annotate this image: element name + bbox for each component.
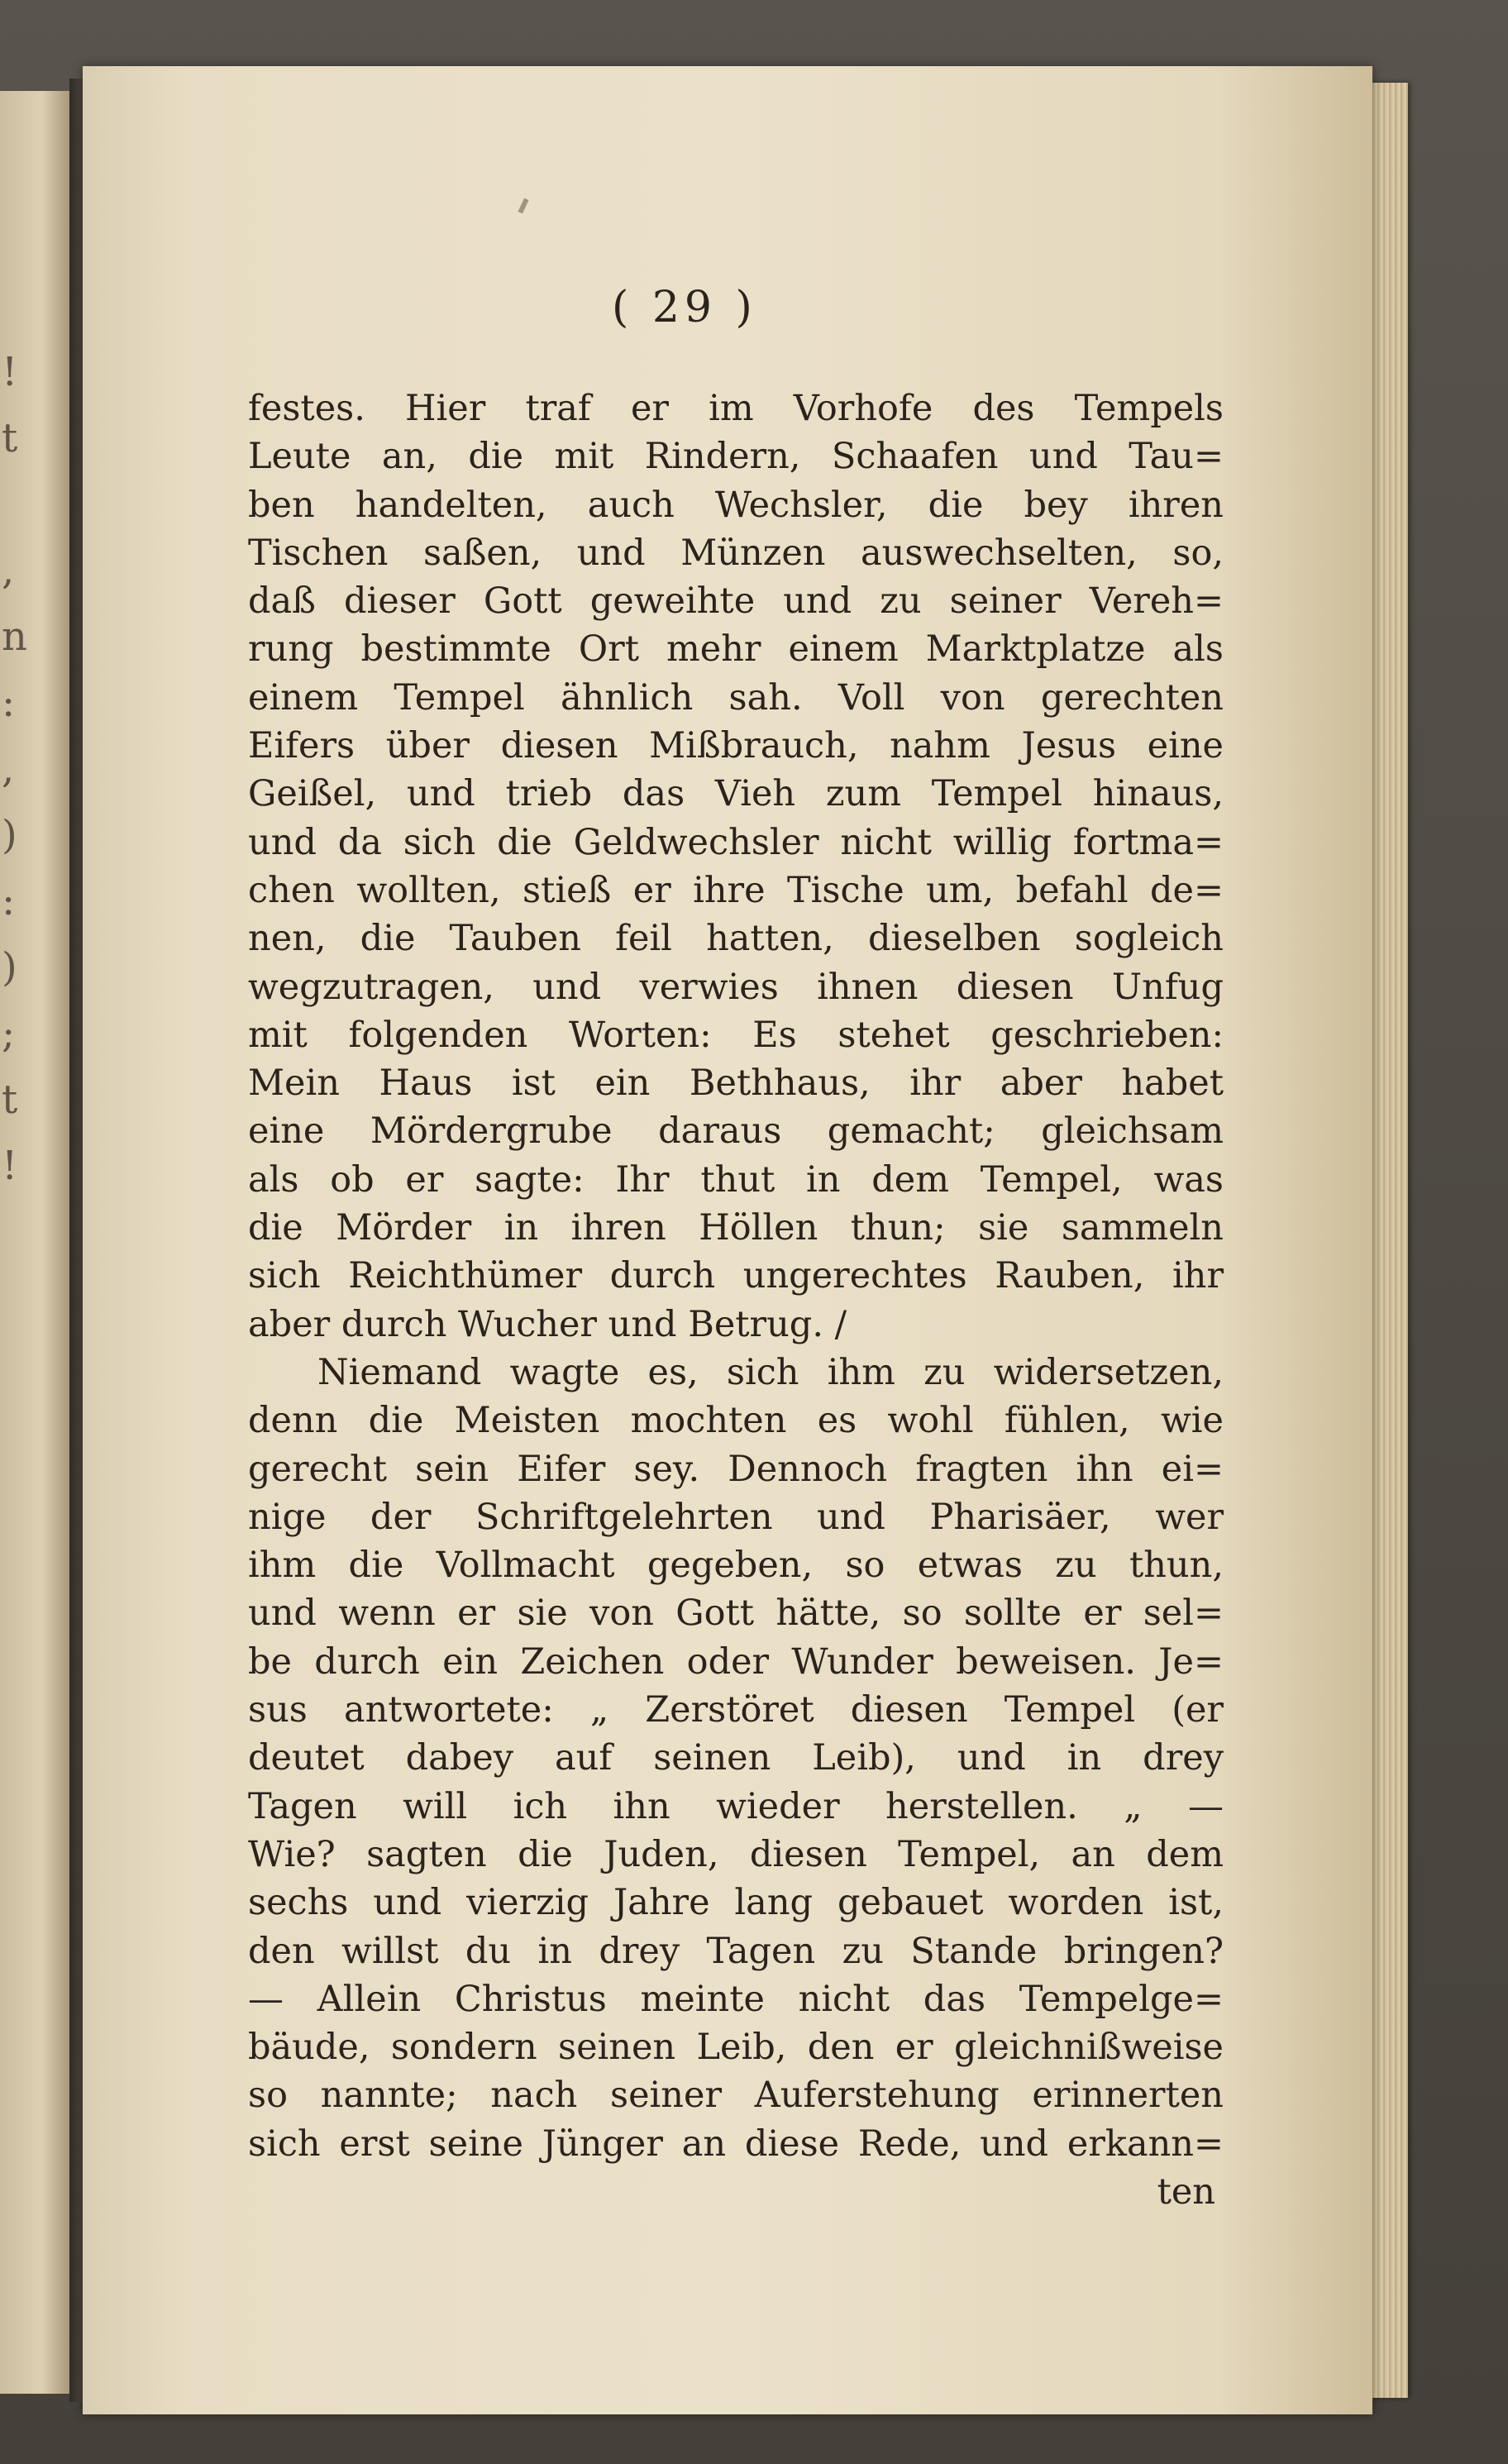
text-line: sich Reichthümer durch ungerechtes Rauben, ihr — [248, 1255, 1224, 1297]
text-line: mit folgenden Worten: Es stehet geschrieben: — [248, 1014, 1224, 1056]
text-line: und wenn er sie von Gott hätte, so sollte er sel= — [248, 1593, 1224, 1635]
text-line: eine Mördergrube daraus gemacht; gleichsam — [248, 1110, 1224, 1153]
text-line: festes. Hier traf er im Vorhofe des Tempels — [248, 388, 1224, 429]
text-line: — Allein Christus meinte nicht das Tempelge= — [248, 1978, 1224, 2020]
page-number: ( 29 ) — [612, 283, 757, 332]
text-line: wegzutragen, und verwies ihnen diesen Unfug — [248, 966, 1224, 1008]
text-line: rung bestimmte Ort mehr einem Marktplatze als — [248, 628, 1224, 671]
text-line: Geißel, und trieb das Vieh zum Tempel hinaus, — [248, 773, 1224, 815]
text-line: so nannte; nach seiner Auferstehung erinnerten — [248, 2075, 1224, 2117]
text-line: aber durch Wucher und Betrug. / — [248, 1303, 847, 1345]
text-line: Tagen will ich ihn wieder herstellen. „ — — [248, 1785, 1224, 1827]
left-page-edge — [0, 91, 69, 2394]
ink-mark — [518, 198, 528, 214]
text-line: Tischen saßen, und Münzen auswechselten, so, — [248, 532, 1224, 574]
text-line: Niemand wagte es, sich ihm zu widersetzen, — [317, 1351, 1224, 1393]
text-line: Mein Haus ist ein Bethhaus, ihr aber habet — [248, 1062, 1224, 1105]
text-line: bäude, sondern seinen Leib, den er gleichnißweise — [248, 2027, 1224, 2069]
text-line: Leute an, die mit Rindern, Schaafen und Tau= — [248, 436, 1224, 478]
left-page-edge-text: ! t , n : , ) : ) ; t ! — [2, 349, 27, 1189]
text-line: sechs und vierzig Jahre lang gebauet worden ist, — [248, 1882, 1224, 1924]
text-line: chen wollten, stieß er ihre Tische um, befahl de= — [248, 869, 1224, 911]
page-body-text — [248, 384, 1224, 2216]
catchword: ten — [1157, 2170, 1215, 2213]
book-page — [83, 66, 1372, 2414]
text-line: einem Tempel ähnlich sah. Voll von gerechten — [248, 676, 1224, 719]
text-line: sich erst seine Jünger an diese Rede, und erkann= — [248, 2123, 1224, 2165]
text-line: daß dieser Gott geweihte und zu seiner Vereh= — [248, 580, 1224, 623]
text-line: ben handelten, auch Wechsler, die bey ihren — [248, 484, 1224, 526]
text-line: nige der Schriftgelehrten und Pharisäer, wer — [248, 1496, 1224, 1538]
text-line: deutet dabey auf seinen Leib), und in drey — [248, 1737, 1224, 1779]
text-line: sus antwortete: „ Zerstöret diesen Tempel (er — [248, 1689, 1224, 1731]
text-line: als ob er sagte: Ihr thut in dem Tempel, was — [248, 1158, 1224, 1201]
text-line: Eifers über diesen Mißbrauch, nahm Jesus eine — [248, 725, 1224, 767]
text-line: und da sich die Geldwechsler nicht willig fortma= — [248, 821, 1224, 863]
text-line: ihm die Vollmacht gegeben, so etwas zu thun, — [248, 1545, 1224, 1587]
text-line: gerecht sein Eifer sey. Dennoch fragten ihn ei= — [248, 1448, 1224, 1490]
text-line: den willst du in drey Tagen zu Stande bringen? — [248, 1930, 1224, 1972]
text-line: be durch ein Zeichen oder Wunder beweisen. Je= — [248, 1640, 1224, 1683]
text-line: die Mörder in ihren Höllen thun; sie sammeln — [248, 1207, 1224, 1249]
text-line: denn die Meisten mochten es wohl fühlen, wie — [248, 1400, 1224, 1442]
text-line: Wie? sagten die Juden, diesen Tempel, an dem — [248, 1833, 1224, 1875]
page-stack-edge — [1368, 83, 1408, 2398]
text-line: nen, die Tauben feil hatten, dieselben sogleich — [248, 918, 1224, 960]
